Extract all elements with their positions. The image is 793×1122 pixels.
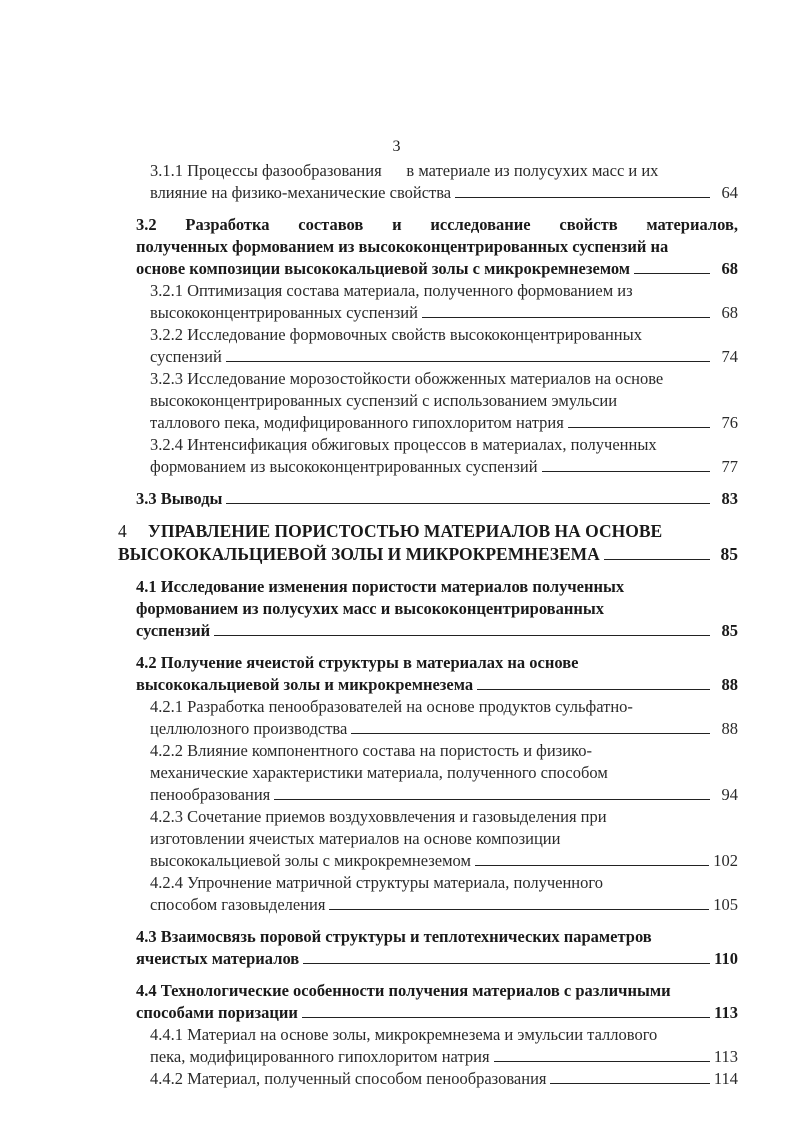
toc-entry-text: формованием из высококонцентрированных суспензий bbox=[150, 457, 538, 476]
toc-page-number: 102 bbox=[713, 851, 738, 870]
toc-entry-text: формованием из полусухих масс и высококонцентрированных bbox=[136, 599, 604, 618]
toc-entry-4-2-3 bbox=[118, 806, 738, 872]
toc-entry-text: 4.2.1 Разработка пенообразователей на основе продуктов сульфатно- bbox=[150, 697, 633, 716]
toc-page-number: 110 bbox=[714, 949, 738, 968]
dot-leader bbox=[226, 361, 710, 362]
toc-entry-text: 4.2.2 Влияние компонентного состава на пористость и физико- bbox=[150, 741, 592, 760]
toc-entry-text: 3.2.1 Оптимизация состава материала, полученного формованием из bbox=[150, 281, 633, 300]
dot-leader bbox=[351, 733, 710, 734]
toc-entry-text: способами поризации bbox=[136, 1003, 298, 1022]
toc-entry-text: изготовлении ячеистых материалов на основе композиции bbox=[150, 829, 561, 848]
toc-entry-4-2-1 bbox=[118, 696, 738, 740]
toc-entry-3-3 bbox=[118, 488, 738, 510]
toc-entry-4-2-4 bbox=[118, 872, 738, 916]
toc-page-number: 88 bbox=[721, 675, 738, 694]
toc-page-number: 77 bbox=[721, 457, 738, 476]
dot-leader bbox=[214, 635, 710, 636]
dot-leader bbox=[302, 1017, 710, 1018]
toc-page-number: 85 bbox=[720, 544, 738, 564]
dot-leader bbox=[477, 689, 710, 690]
toc-page-number: 68 bbox=[721, 303, 738, 322]
dot-leader bbox=[542, 471, 710, 472]
chapter-number: 4 bbox=[118, 521, 127, 541]
dot-leader bbox=[455, 197, 710, 198]
toc-entry-text: 4.2 Получение ячеистой структуры в материалах на основе bbox=[136, 653, 579, 672]
toc-entry-text: полученных формованием из высококонцентрированных суспензий на bbox=[136, 237, 669, 256]
dot-leader bbox=[604, 559, 710, 560]
toc-entry-4-4-1 bbox=[118, 1024, 738, 1068]
toc-page-number: 113 bbox=[713, 1047, 738, 1066]
toc-entry-text: 3.1.1 Процессы фазообразования в материале из полусухих масс и их bbox=[150, 161, 659, 180]
dot-leader bbox=[568, 427, 710, 428]
toc-page-number: 114 bbox=[713, 1069, 738, 1088]
toc-entry-text: суспензий bbox=[150, 347, 222, 366]
toc-entry-3-1-1 bbox=[118, 160, 738, 204]
toc-entry-text: ВЫСОКОКАЛЬЦИЕВОЙ ЗОЛЫ И МИКРОКРЕМНЕЗЕМА bbox=[118, 544, 600, 564]
toc-page-number: 76 bbox=[721, 413, 738, 432]
toc-page-number: 94 bbox=[721, 785, 738, 804]
toc-entry-text: ячеистых материалов bbox=[136, 949, 300, 968]
toc-entry-text: 3.2.3 Исследование морозостойкости обожженных материалов на основе bbox=[150, 369, 664, 388]
toc-entry-chapter-4 bbox=[118, 520, 738, 566]
toc-entry-4-2 bbox=[118, 652, 738, 696]
dot-leader bbox=[274, 799, 710, 800]
toc-entry-text: 4.4.2 Материал, полученный способом пенообразования bbox=[150, 1069, 547, 1088]
dot-leader bbox=[422, 317, 710, 318]
dot-leader bbox=[550, 1083, 709, 1084]
dot-leader bbox=[634, 273, 710, 274]
dot-leader bbox=[329, 909, 709, 910]
toc-entry-text: 3.2.2 Исследование формовочных свойств высококонцентрированных bbox=[150, 325, 642, 344]
toc-entry-text: 3.2 Разработка составов и исследование свойств материалов, bbox=[136, 215, 738, 234]
toc-entry-text: механические характеристики материала, полученного способом bbox=[150, 763, 608, 782]
toc-entry-text: 4.4.1 Материал на основе золы, микрокремнезема и эмульсии таллового bbox=[150, 1025, 658, 1044]
toc-entry-4-2-2 bbox=[118, 740, 738, 806]
toc-entry-text: высококонцентрированных суспензий с использованием эмульсии bbox=[150, 391, 618, 410]
toc-entry-text: высококальциевой золы с микрокремнеземом bbox=[150, 851, 471, 870]
toc-entry-4-3 bbox=[118, 926, 738, 970]
toc-entry-text: суспензий bbox=[136, 621, 211, 640]
toc-entry-text: влияние на физико-механические свойства bbox=[150, 183, 452, 202]
toc-entry-4-4 bbox=[118, 980, 738, 1024]
toc-entry-text: способом газовыделения bbox=[150, 895, 326, 914]
toc-entry-text: 4.1 Исследование изменения пористости материалов полученных bbox=[136, 577, 625, 596]
toc-entry-3-2 bbox=[118, 214, 738, 280]
toc-page-number: 85 bbox=[721, 621, 738, 640]
toc-entry-text: 3.3 Выводы bbox=[136, 489, 223, 508]
toc-entry-text: таллового пека, модифицированного гипохлоритом натрия bbox=[150, 413, 564, 432]
page-number: 3 bbox=[392, 138, 401, 155]
toc-entry-text: высококонцентрированных суспензий bbox=[150, 303, 418, 322]
toc-entry-text: пека, модифицированного гипохлоритом натрия bbox=[150, 1047, 490, 1066]
toc-entry-text: высококальциевой золы и микрокремнезема bbox=[136, 675, 474, 694]
toc-page-number: 68 bbox=[721, 259, 738, 278]
toc-entry-3-2-2 bbox=[118, 324, 738, 368]
dot-leader bbox=[226, 503, 710, 504]
toc-entry-4-4-2 bbox=[118, 1068, 738, 1090]
toc-page-number: 88 bbox=[721, 719, 738, 738]
toc-entry-text: УПРАВЛЕНИЕ ПОРИСТОСТЬЮ МАТЕРИАЛОВ НА ОСНОВЕ bbox=[148, 521, 663, 541]
dot-leader bbox=[475, 865, 709, 866]
toc-entry-text: 4.3 Взаимосвязь поровой структуры и теплотехнических параметров bbox=[136, 927, 652, 946]
toc-entry-text: целлюлозного производства bbox=[150, 719, 348, 738]
toc-entry-text: 4.4 Технологические особенности получения материалов с различными bbox=[136, 981, 671, 1000]
toc-page-number: 113 bbox=[714, 1003, 738, 1022]
toc-entry-3-2-1 bbox=[118, 280, 738, 324]
toc-entry-3-2-3 bbox=[118, 368, 738, 434]
toc-entry-4-1 bbox=[118, 576, 738, 642]
toc-page-number: 83 bbox=[721, 489, 738, 508]
toc-entry-text: 4.2.4 Упрочнение матричной структуры материала, полученного bbox=[150, 873, 603, 892]
dot-leader bbox=[494, 1061, 710, 1062]
toc-entry-3-2-4 bbox=[118, 434, 738, 478]
toc-entry-text: пенообразования bbox=[150, 785, 271, 804]
toc-page-number: 64 bbox=[721, 183, 738, 202]
dot-leader bbox=[303, 963, 710, 964]
table-of-contents bbox=[118, 160, 738, 1090]
toc-page-number: 74 bbox=[721, 347, 738, 366]
toc-entry-text: основе композиции высококальциевой золы с микрокремнеземом bbox=[136, 259, 631, 278]
toc-entry-text: 4.2.3 Сочетание приемов воздуховвлечения и газовыделения при bbox=[150, 807, 607, 826]
toc-entry-text: 3.2.4 Интенсификация обжиговых процессов в материалах, полученных bbox=[150, 435, 657, 454]
toc-page-number: 105 bbox=[713, 895, 738, 914]
